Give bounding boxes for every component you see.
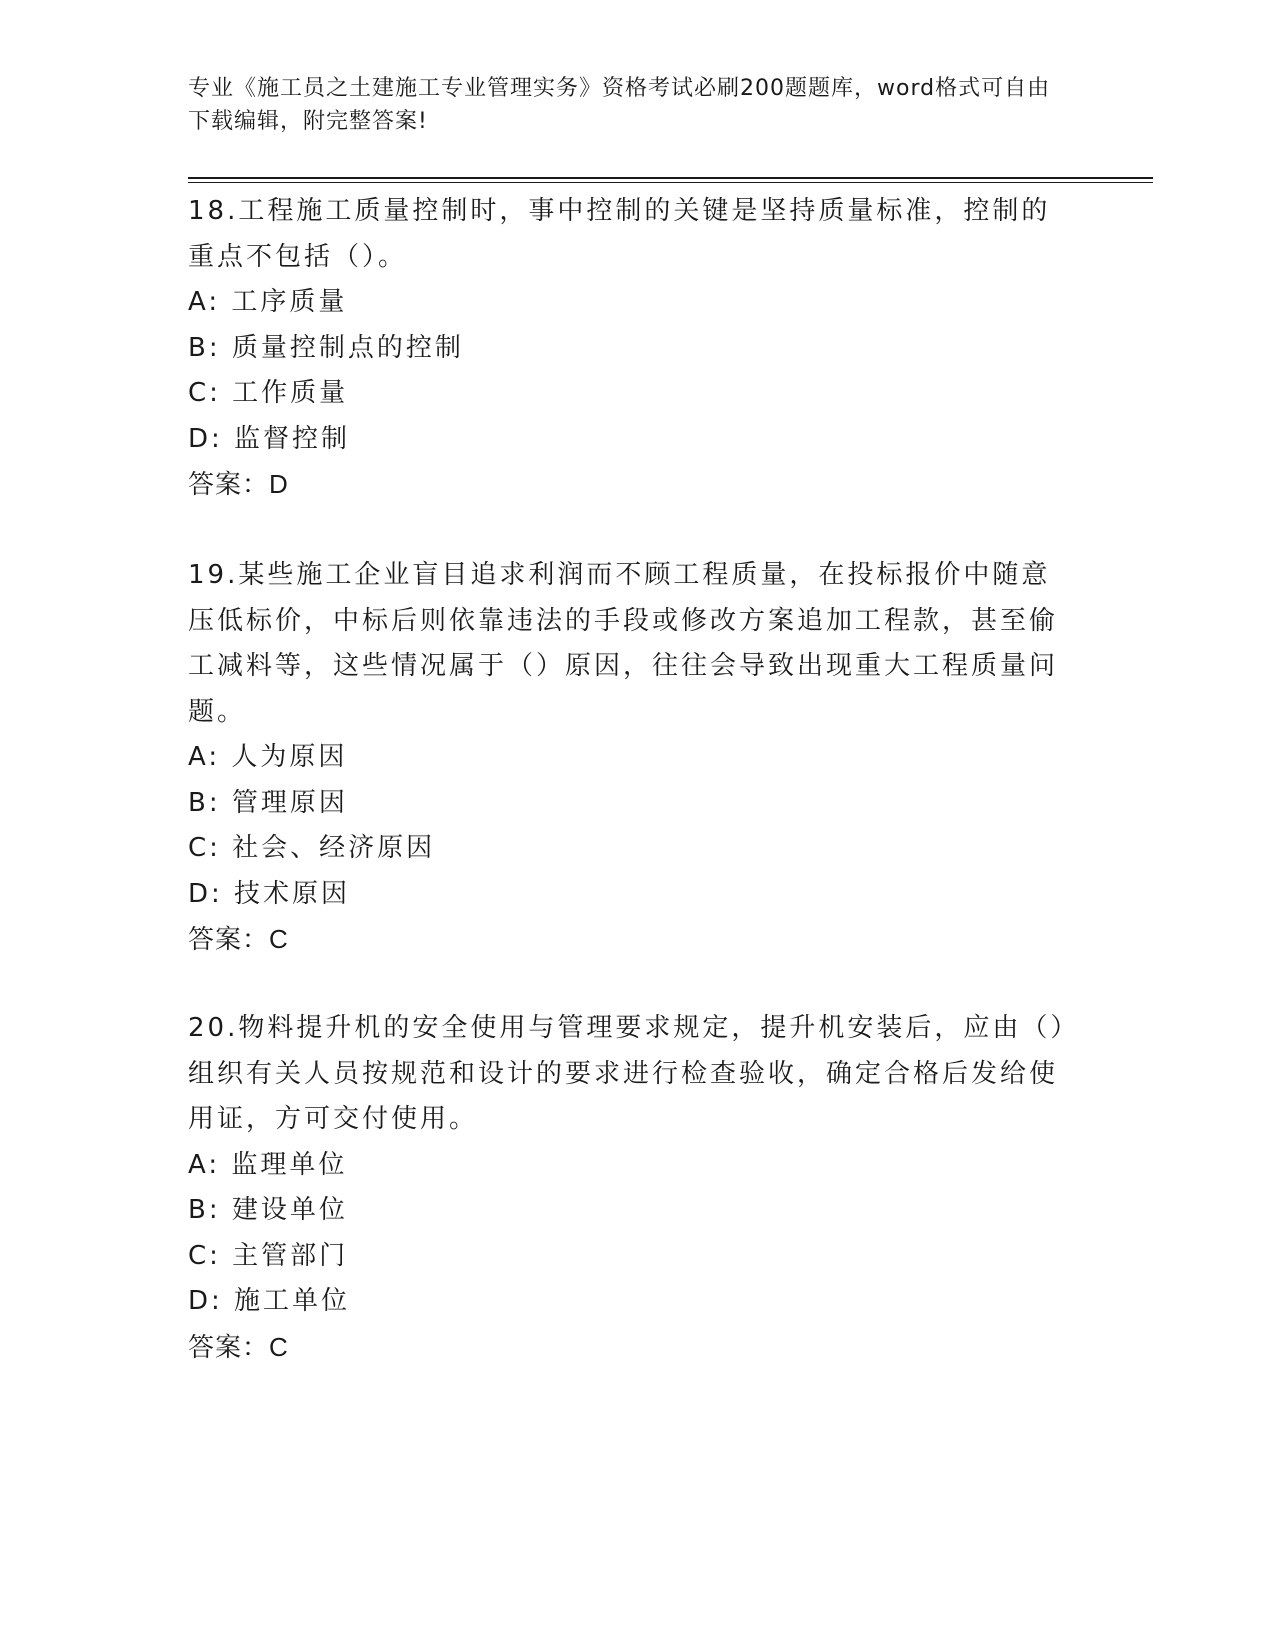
question-18 <box>188 189 1068 508</box>
option-c: C: 主管部门 <box>188 1240 349 1271</box>
header-divider-thin <box>188 182 1153 183</box>
answer: 答案：D <box>188 469 289 499</box>
option-b: B: 质量控制点的控制 <box>188 332 464 363</box>
question-stem: 20.物料提升机的安全使用与管理要求规定，提升机安装后，应由（）组织有关人员按规范和设计的要求进行检查验收，确定合格后发给使用证，方可交付使用。 <box>188 1013 1067 1134</box>
option-d: D: 技术原因 <box>188 878 351 909</box>
option-b: B: 管理原因 <box>188 787 348 818</box>
option-d: D: 施工单位 <box>188 1286 351 1316</box>
option-b: B: 建设单位 <box>188 1195 348 1225</box>
question-19 <box>188 553 1068 963</box>
option-c: C: 工作质量 <box>188 378 349 408</box>
option-d: D: 监督控制 <box>188 423 351 454</box>
question-stem: 19.某些施工企业盲目追求利润而不顾工程质量，在投标报价中随意压低标价，中标后则依靠违法的手段或修改方案追加工程款，甚至偷工减料等，这些情况属于（）原因，往往会导致出现重大工程质量问题。 <box>188 560 1059 727</box>
question-20 <box>188 1006 1068 1370</box>
question-stem: 18.工程施工质量控制时，事中控制的关键是坚持质量标准，控制的重点不包括（）。 <box>188 196 1051 272</box>
option-a: A: 工序质量 <box>188 287 348 317</box>
answer: 答案：C <box>188 1331 289 1362</box>
option-a: A: 监理单位 <box>188 1149 348 1180</box>
document-header: 专业《施工员之土建施工专业管理实务》资格考试必刷200题题库，word格式可自由下载编辑，附完整答案! <box>188 76 1051 134</box>
option-a: A: 人为原因 <box>188 742 348 772</box>
option-c: C: 社会、经济原因 <box>188 833 436 863</box>
answer: 答案：C <box>188 924 289 954</box>
header-divider-thick <box>188 177 1153 179</box>
